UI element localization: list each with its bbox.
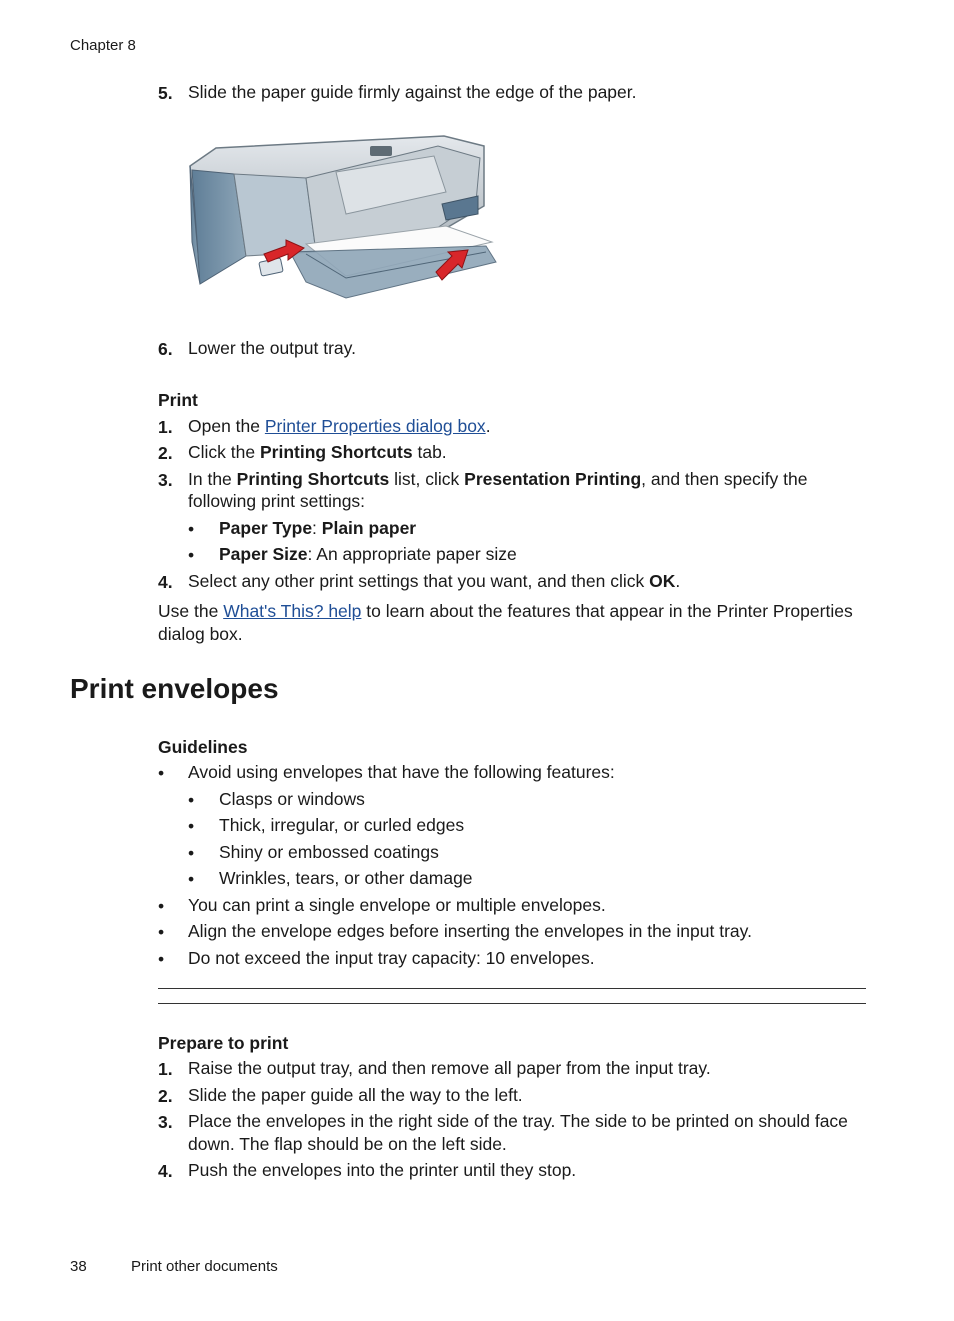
step-number: 1. <box>158 1059 173 1079</box>
step-text: Click the Printing Shortcuts tab. <box>188 442 447 462</box>
bullet: • <box>158 949 165 969</box>
step-text: Raise the output tray, and then remove all paper from the input tray. <box>188 1058 711 1078</box>
list-item: Clasps or windows <box>219 789 365 809</box>
step-text: Lower the output tray. <box>188 338 356 358</box>
step-number: 6. <box>158 339 173 359</box>
step-number: 1. <box>158 417 173 437</box>
help-paragraph-continued: dialog box. <box>158 624 243 644</box>
printer-paper-guide-illustration <box>186 134 498 302</box>
page-number: 38 <box>70 1258 87 1275</box>
help-paragraph: Use the What's This? help to learn about the features that appear in the Printer Properties <box>158 601 853 621</box>
bullet: • <box>188 843 195 863</box>
bullet: • <box>188 519 195 539</box>
step-number: 2. <box>158 443 173 463</box>
running-header: Chapter 8 <box>70 37 136 54</box>
list-item: Shiny or embossed coatings <box>219 842 439 862</box>
bullet: • <box>188 545 195 565</box>
section-heading: Prepare to print <box>158 1033 289 1053</box>
step-text: Select any other print settings that you want, and then click OK. <box>188 571 681 591</box>
list-item: You can print a single envelope or multiple envelopes. <box>188 895 606 915</box>
step-number: 3. <box>158 1112 173 1132</box>
bullet: • <box>188 790 195 810</box>
setting-paper-size: Paper Size: An appropriate paper size <box>219 544 517 564</box>
step-text-continued: down. The flap should be on the left side. <box>188 1134 507 1154</box>
section-heading: Print <box>158 390 198 410</box>
step-text: Place the envelopes in the right side of the tray. The side to be printed on should face <box>188 1111 848 1131</box>
step-number: 4. <box>158 1161 173 1181</box>
list-item: Wrinkles, tears, or other damage <box>219 868 473 888</box>
bullet: • <box>158 922 165 942</box>
step-number: 4. <box>158 572 173 592</box>
divider <box>158 1003 866 1004</box>
step-text: In the Printing Shortcuts list, click Presentation Printing, and then specify the <box>188 469 808 489</box>
list-item: Align the envelope edges before inserting the envelopes in the input tray. <box>188 921 752 941</box>
page-title: Print envelopes <box>70 673 279 704</box>
step-text: Push the envelopes into the printer until they stop. <box>188 1160 577 1180</box>
list-item: Do not exceed the input tray capacity: 10 envelopes. <box>188 948 595 968</box>
divider <box>158 988 866 989</box>
step-number: 2. <box>158 1086 173 1106</box>
step-number: 5. <box>158 83 173 103</box>
step-text: Open the Printer Properties dialog box. <box>188 416 491 436</box>
printer-illustration <box>186 134 498 302</box>
bullet: • <box>188 869 195 889</box>
footer-section-title: Print other documents <box>131 1258 278 1275</box>
step-number: 3. <box>158 470 173 490</box>
printer-properties-link[interactable]: Printer Properties dialog box <box>264 416 486 436</box>
step-text: Slide the paper guide firmly against the edge of the paper. <box>188 82 637 102</box>
setting-paper-type: Paper Type: Plain paper <box>219 518 417 538</box>
list-item: Thick, irregular, or curled edges <box>219 815 465 835</box>
bullet: • <box>158 896 165 916</box>
list-item: Avoid using envelopes that have the following features: <box>188 762 615 782</box>
bullet: • <box>158 763 165 783</box>
step-text: Slide the paper guide all the way to the left. <box>188 1085 523 1105</box>
section-heading: Guidelines <box>158 737 248 757</box>
step-text-continued: following print settings: <box>188 491 366 511</box>
whats-this-help-link[interactable]: What's This? help <box>223 601 362 621</box>
bullet: • <box>188 816 195 836</box>
